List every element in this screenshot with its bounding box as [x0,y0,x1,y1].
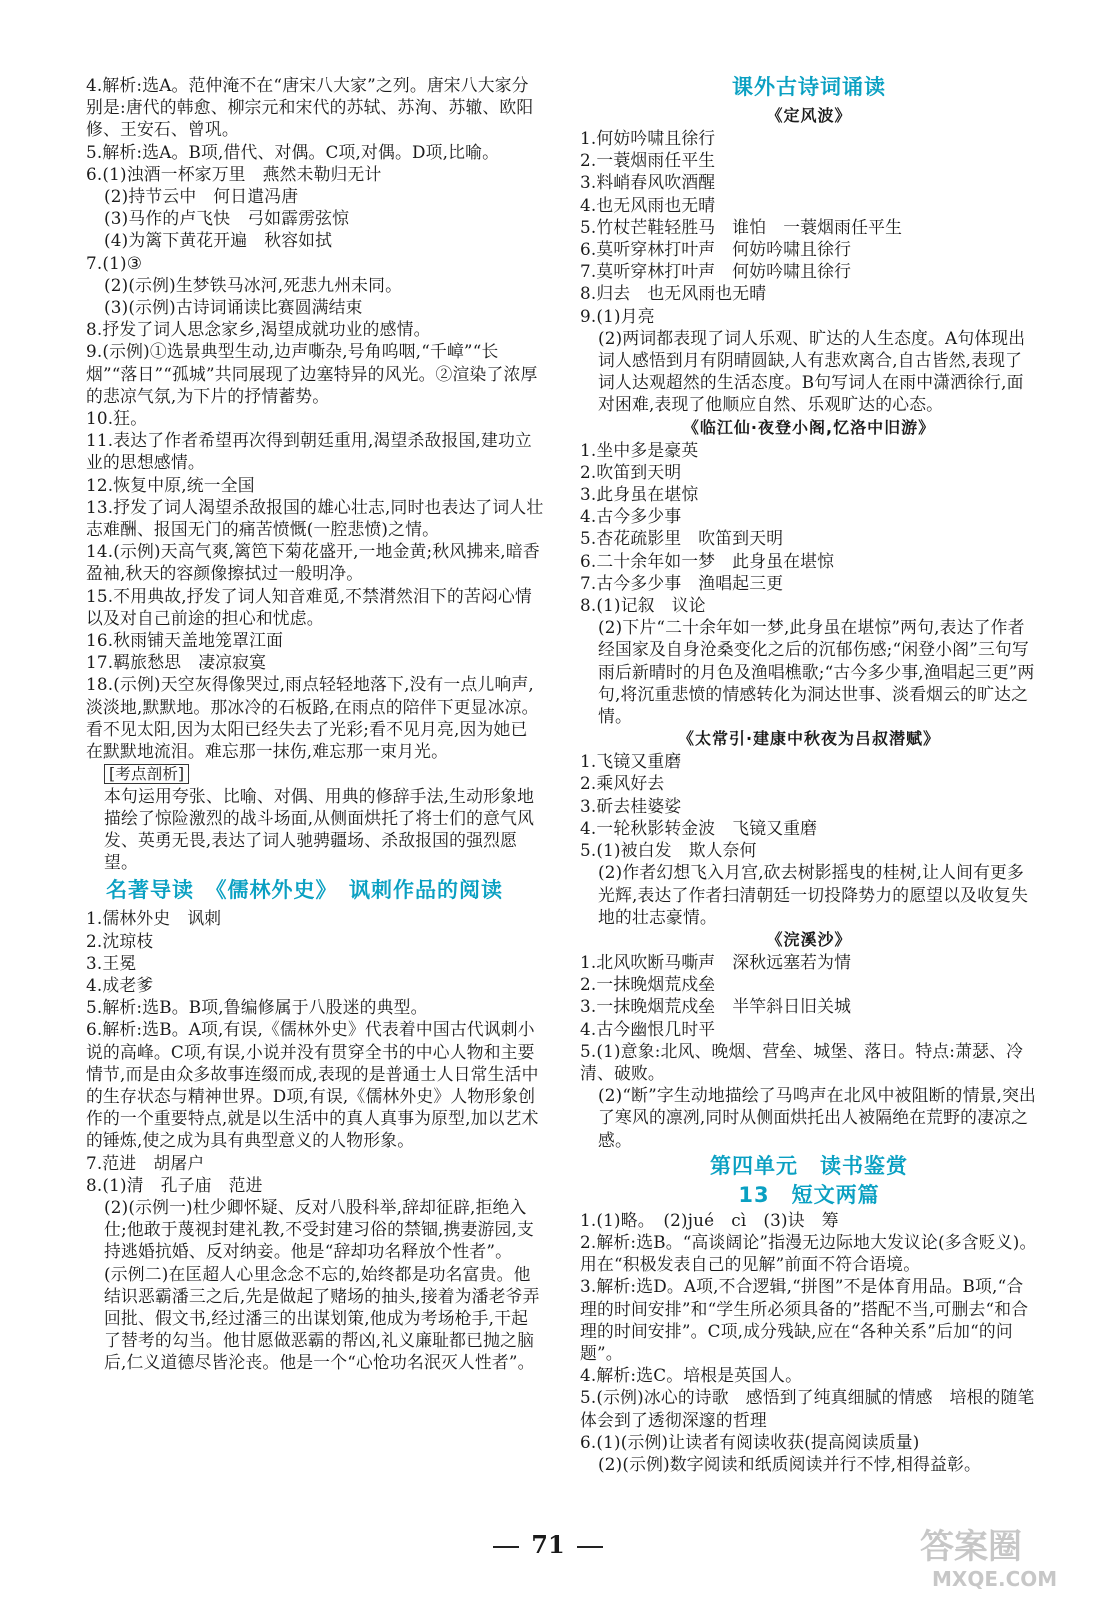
answer-item: 10.狂。 [86,408,148,429]
kaodian-tag: [考点剖析] [104,764,189,784]
answer-item: 11.表达了作者希望再次得到朝廷重用,渴望杀敌报国,建功立业的思想感情。 [86,430,532,473]
poem-title: 《定风波》 [766,106,852,125]
svg-text:答案圈: 答案圈 [920,1527,1022,1567]
answer-item: 5.解析:选B。B项,鲁编修属于八股迷的典型。 [86,997,428,1018]
answer-item: 1.坐中多是豪英 [580,439,699,460]
section-title-gushici: 课外古诗词诵读 [732,75,886,99]
answer-item: 3.此身虽在堪惊 [580,484,699,505]
answer-item: 4.古今幽恨几时平 [580,1018,716,1039]
right-column [580,70,1052,1475]
answer-item: 8.抒发了词人思念家乡,渴望成就功业的感情。 [86,319,431,340]
answer-item: 5.(1)被白发 欺人奈何 [580,840,757,861]
answer-item: 7.莫听穿林打叶声 何妨吟啸且徐行 [580,261,852,282]
answer-item: 2.沈琼枝 [86,930,154,951]
unit-title: 第四单元 读书鉴赏 [710,1153,908,1178]
answer-item: (2)作者幻想飞入月宫,砍去树影摇曳的桂树,让人间有更多光辉,表达了作者扫清朝廷一切投降势力的愿望以及收复失地的壮志豪情。 [598,862,1029,927]
page-number-text: 71 [531,1530,565,1559]
answer-item: 7.古今多少事 渔唱起三更 [580,572,784,593]
answer-item: 2.一抹晚烟荒戍垒 [580,974,716,995]
poem-title: 《太常引·建康中秋夜为吕叔潜赋》 [677,729,941,749]
answer-item: (2)下片“二十余年如一梦,此身虽在堪惊”两句,表达了作者经国家及自身沧桑变化之后的沉郁伤感;“闲登小阁”三句写雨后新晴时的月色及渔唱樵歌;“古今多少事,渔唱起三更”两句,将沉重悲愤的情感转化为洞达世事、淡看烟云的旷达之情。 [598,617,1035,727]
answer-item: 6.莫听穿林打叶声 何妨吟啸且徐行 [580,239,852,260]
answer-item: 7.(1)③ [86,252,143,273]
answer-item: (4)为篱下黄花开遍 秋容如拭 [104,230,333,251]
answer-item: (2)(示例)数字阅读和纸质阅读并行不悖,相得益彰。 [598,1453,982,1474]
answer-item: 3.一抹晚烟荒戍垒 半竿斜日旧关城 [580,996,852,1017]
left-column [86,74,544,1374]
answer-item: 3.王冕 [86,952,137,973]
answer-item: 4.成老爹 [86,974,154,995]
answer-item: 18.(示例)天空灰得像哭过,雨点轻轻地落下,没有一点儿响声,淡淡地,默默地。那冰冷的石板路,在雨点的陪伴下更显冰凉。看不见太阳,因为太阳已经失去了光彩;看不见月亮,因为她已在默默地流泪。难忘那一抹伤,难忘那一束月光。 [86,674,539,762]
answer-item: 2.乘风好去 [580,773,665,794]
answer-item: 14.(示例)天高气爽,篱笆下菊花盛开,一地金黄;秋风拂来,暗香盈袖,秋天的容颜像擦拭过一般明净。 [86,541,540,584]
answer-item: (3)马作的卢飞快 弓如霹雳弦惊 [104,208,350,229]
answer-item: 1.儒林外史 讽刺 [86,908,222,929]
svg-text:MXQE.COM: MXQE.COM [932,1567,1058,1591]
answer-item: 8.归去 也无风雨也无晴 [580,283,767,304]
answer-item: (2)“断”字生动地描绘了马鸣声在北风中被阻断的情景,突出了寒风的凛冽,同时从侧面烘托出人被隔绝在荒野的凄凉之感。 [598,1085,1037,1150]
answer-item: 5.解析:选A。B项,借代、对偶。C项,对偶。D项,比喻。 [86,141,500,162]
answer-item: 8.(1)清 孔子庙 范进 [86,1174,263,1195]
answer-item: (2)持节云中 何日遣冯唐 [104,186,299,207]
watermark-logo [912,1518,1082,1594]
answer-item: 12.恢复中原,统一全国 [86,474,255,495]
answer-item: (3)(示例)古诗词诵读比赛圆满结束 [104,297,363,318]
answer-item: 4.也无风雨也无晴 [580,194,716,215]
poem-title: 《浣溪沙》 [766,929,852,949]
answer-item: 1.(1)略。 (2)jué cì (3)诀 筹 [580,1209,839,1230]
section-title-mingzhu: 名著导读 《儒林外史》 讽刺作品的阅读 [106,878,503,903]
answer-item: 1.北风吹断马嘶声 深秋远塞若为情 [580,951,852,972]
answer-item: 6.(1)浊酒一杯家万里 燕然未勒归无计 [86,163,382,184]
answer-item: 3.料峭春风吹酒醒 [580,172,716,193]
dash-left [493,1546,519,1548]
answer-item: 7.范进 胡屠户 [86,1152,205,1173]
answer-item: 9.(示例)①选景典型生动,边声嘶杂,号角呜咽,“千嶂”“长烟”“落日”“孤城”共同展现了边塞特异的风光。②渲染了浓厚的悲凉气氛,为下片的抒情蓄势。 [86,341,538,406]
answer-item: (2)两词都表现了词人乐观、旷达的人生态度。A句体现出词人感悟到月有阴晴圆缺,人有悲欢离合,自古皆然,表现了词人达观超然的生活态度。B句写词人在雨中潇洒徐行,面对困难,表现了他顺应自然、乐观旷达的心态。 [598,327,1026,415]
answer-item: 4.一轮秋影转金波 飞镜又重磨 [580,817,818,838]
example-two: (示例二)在匡超人心里念念不忘的,始终都是功名富贵。他结识恶霸潘三之后,先是做起了赌场的抽头,接着为潘老爷弄回批、假文书,经过潘三的出谋划策,他成为考场枪手,干起了替考的勾当。他甘愿做恶霸的帮凶,礼义廉耻都已抛之脑后,仁义道德尽皆沦丧。他是一个“心怆功名泯灭人性者”。 [104,1263,540,1373]
answer-item: 4.古今多少事 [580,506,682,527]
answer-item: 3.解析:选D。A项,不合逻辑,“拼图”不是体育用品。B项,“合理的时间安排”和“学生所必须具备的”搭配不当,可删去“和合理的时间安排”。C项,成分残缺,应在“各种关系”后加“的问题”。 [580,1276,1029,1363]
lesson-title: 13 短文两篇 [738,1182,880,1207]
example-one: (2)(示例一)杜少卿怀疑、反对八股科举,辞却征辟,拒绝入仕;他敢于蔑视封建礼教,不受封建习俗的禁锢,携妻游园,支持逃婚抗婚、反对纳妾。他是“辞却功名释放个性者”。 [104,1196,535,1262]
answer-item: 1.飞镜又重磨 [580,751,682,772]
answer-item: 6.解析:选B。A项,有误,《儒林外史》代表着中国古代讽刺小说的高峰。C项,有误,小说并没有贯穿全书的中心人物和主要情节,而是由众多故事连缀而成,表现的是普通士人日常生活中的生存状态与精神世界。D项,有误,《儒林外史》人物形象创作的一个重要特点,就是以生活中的真人真事为原型,加以艺术的锤炼,使之成为具有典型意义的人物形象。 [86,1019,539,1151]
answer-item: 2.吹笛到天明 [580,461,682,482]
answer-item: 2.解析:选B。“高谈阔论”指漫无边际地大发议论(多含贬义)。用在“积极发表自己的见解”前面不符合语境。 [580,1231,1037,1275]
dash-right [577,1546,603,1548]
answer-item: 5.杏花疏影里 吹笛到天明 [580,528,784,549]
answer-item: 4.解析:选A。范仲淹不在“唐宋八大家”之列。唐宋八大家分别是:唐代的韩愈、柳宗元和宋代的苏轼、苏洵、苏辙、欧阳修、王安石、曾巩。 [86,75,534,140]
kaodian-text: 本句运用夸张、比喻、对偶、用典的修辞手法,生动形象地描绘了惊险激烈的战斗场面,从侧面烘托了将士们的意气风发、英勇无畏,表达了词人驰骋疆场、杀敌报国的强烈愿望。 [104,785,535,873]
answer-item: (2)(示例)生梦铁马冰河,死悲九州未同。 [104,274,403,295]
answer-item: 5.(示例)冰心的诗歌 感悟到了纯真细腻的情感 培根的随笔 体会到了透彻深邃的哲理 [580,1387,1052,1430]
answer-item: 6.二十余年如一梦 此身虽在堪惊 [580,550,835,571]
poem-title: 《临江仙·夜登小阁,忆洛中旧游》 [682,417,936,437]
answer-item: 15.不用典故,抒发了词人知音难觅,不禁潸然泪下的苦闷心情以及对自己前途的担心和忧虑。 [86,585,532,628]
answer-item: 1.何妨吟啸且徐行 [580,128,716,148]
answer-item: 9.(1)月亮 [580,305,655,326]
answer-item: 3.斫去桂婆娑 [580,795,682,816]
answer-item: 6.(1)(示例)让读者有阅读收获(提高阅读质量) [580,1431,920,1452]
answer-item: 5.竹杖芒鞋轻胜马 谁怕 一蓑烟雨任平生 [580,216,903,237]
answer-item: 2.一蓑烟雨任平生 [580,150,716,171]
answer-item: 16.秋雨铺天盖地笼罩江面 [86,630,284,651]
answer-item: 8.(1)记叙 议论 [580,595,706,616]
answer-item: 5.(1)意象:北风、晚烟、营垒、城堡、落日。特点:萧瑟、冷清、破败。 [580,1040,1024,1083]
answer-item: 13.抒发了词人渴望杀敌报国的雄心壮志,同时也表达了词人壮志难酬、报国无门的痛苦愤慨(一腔悲愤)之情。 [86,496,544,540]
answer-item: 17.羁旅愁思 凄凉寂寞 [86,652,267,673]
answer-item: 4.解析:选C。培根是英国人。 [580,1365,803,1386]
